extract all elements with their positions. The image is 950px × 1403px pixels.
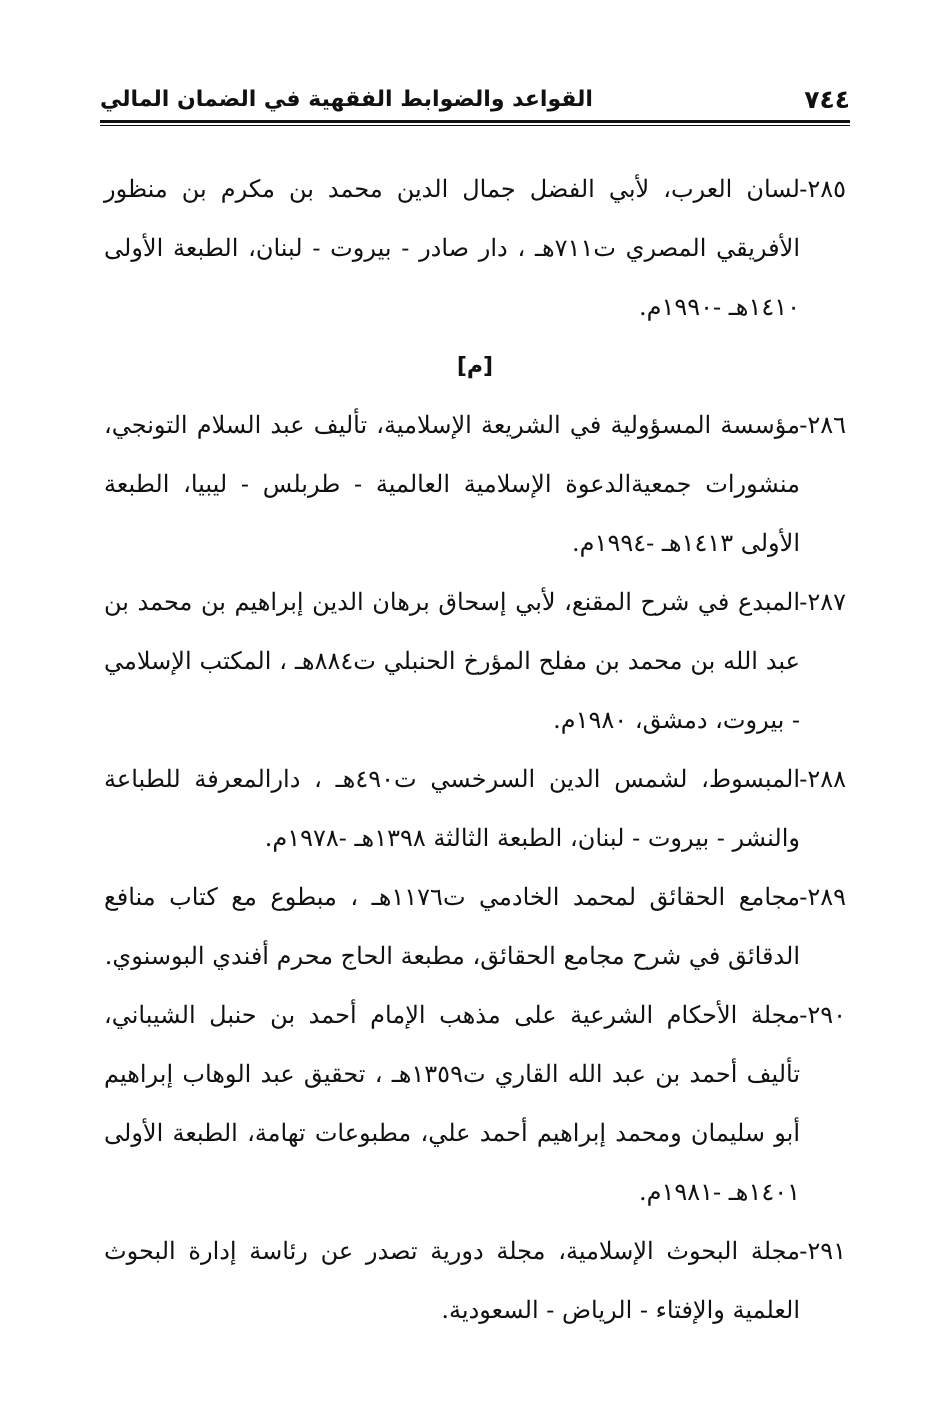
entry-text: مجامع الحقائق لمحمد الخادمي ت١١٧٦هـ ، مبطوع مع كتاب منافع الدقائق في شرح مجامع الحقائق، مطبعة الحاج محرم أفندي البوسنوي. [104, 883, 800, 970]
entry-number: ٢٨٧- [799, 588, 846, 616]
bibliography-entry-288 [104, 750, 846, 868]
bibliography-entry-287 [104, 573, 846, 750]
entry-text: المبدع في شرح المقنع، لأبي إسحاق برهان الدين إبراهيم بن محمد بن عبد الله بن محمد بن مفلح المؤرخ الحنبلي ت٨٨٤هـ ، المكتب الإسلامي - بيروت، دمشق، ١٩٨٠م. [104, 588, 800, 734]
entry-number: ٢٩٠- [799, 1001, 846, 1029]
bibliography-entry-291 [104, 1222, 846, 1340]
entry-text: مجلة الأحكام الشرعية على مذهب الإمام أحمد بن حنبل الشيباني، تأليف أحمد بن عبد الله القاري ت١٣٥٩هـ ، تحقيق عبد الوهاب إبراهيم أبو سليمان ومحمد إبراهيم أحمد علي، مطبوعات تهامة، الطبعة الأولى ١٤٠١هـ -١٩٨١م. [104, 1001, 800, 1206]
entry-number: ٢٨٨- [799, 765, 846, 793]
section-letter-heading: [م] [456, 354, 494, 379]
bibliography-entry-286 [104, 396, 846, 573]
bibliography-list [104, 160, 846, 1340]
entry-text: مؤسسة المسؤولية في الشريعة الإسلامية، تأليف عبد السلام التونجي، منشورات جمعيةالدعوة الإسلامية العالمية - طربلس - ليبيا، الطبعة الأولى ١٤١٣هـ -١٩٩٤م. [104, 411, 800, 557]
entry-number: ٢٨٩- [799, 883, 846, 911]
entry-text: لسان العرب، لأبي الفضل جمال الدين محمد بن مكرم بن منظور الأفريقي المصري ت٧١١هـ ، دار صادر - بيروت - لبنان، الطبعة الأولى ١٤١٠هـ -١٩٩٠م. [104, 175, 800, 321]
entry-number: ٢٨٥- [799, 175, 846, 203]
page-number: ٧٤٤ [804, 85, 850, 114]
header-rule-thick [100, 120, 850, 123]
bibliography-entry-289 [104, 868, 846, 986]
page-header [100, 78, 850, 126]
entry-number: ٢٩١- [799, 1237, 846, 1265]
running-title: القواعد والضوابط الفقهية في الضمان المالي [100, 87, 593, 112]
bibliography-entry-285 [104, 160, 846, 337]
bibliography-entry-290 [104, 986, 846, 1222]
entry-text: مجلة البحوث الإسلامية، مجلة دورية تصدر عن رئاسة إدارة البحوث العلمية والإفتاء - الرياض - السعودية. [104, 1237, 800, 1324]
entry-number: ٢٨٦- [799, 411, 846, 439]
entry-text: المبسوط، لشمس الدين السرخسي ت٤٩٠هـ ، دارالمعرفة للطباعة والنشر - بيروت - لبنان، الطبعة الثالثة ١٣٩٨هـ -١٩٧٨م. [104, 765, 801, 852]
header-rule-thin [100, 125, 850, 126]
